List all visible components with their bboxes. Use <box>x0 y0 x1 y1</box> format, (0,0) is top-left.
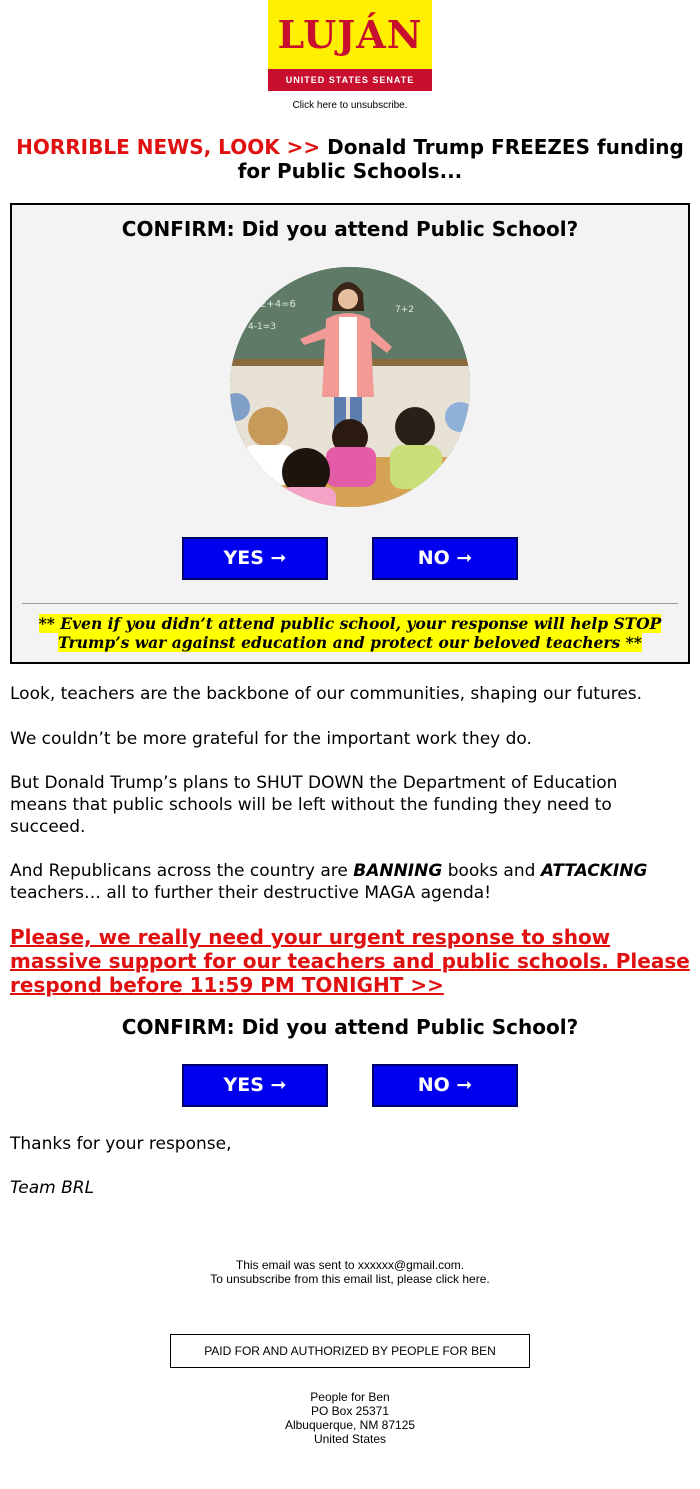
p4-text-c: books and <box>442 861 541 881</box>
yes-button-2[interactable]: YES ➞ <box>182 1064 328 1107</box>
survey-question-2: CONFIRM: Did you attend Public School? <box>121 1015 579 1039</box>
box-divider <box>22 603 678 604</box>
sent-to-notice: This email was sent to xxxxxx@gmail.com. <box>235 1258 465 1272</box>
svg-text:2+4=6: 2+4=6 <box>260 299 296 310</box>
svg-text:4-1=3: 4-1=3 <box>248 322 276 332</box>
address-line-2: PO Box 25371 <box>310 1404 390 1418</box>
unsubscribe-link-bottom[interactable]: To unsubscribe from this email list, please click here. <box>210 1272 490 1286</box>
unsubscribe-link-top[interactable]: Click here to unsubscribe. <box>292 100 408 111</box>
address-line-1: People for Ben <box>310 1390 390 1404</box>
paid-for-disclaimer: PAID FOR AND AUTHORIZED BY PEOPLE FOR BEN <box>170 1334 530 1368</box>
lujan-logo[interactable] <box>268 0 432 91</box>
paragraph-1: Look, teachers are the backbone of our communities, shaping our futures. <box>10 684 643 704</box>
headline-rest: Donald Trump FREEZES funding for Public Schools... <box>237 135 684 183</box>
paragraph-4 <box>10 860 670 904</box>
logo-wordmark: LUJÁN <box>277 12 423 57</box>
p4-attacking: ATTACKING <box>540 861 648 881</box>
no-button[interactable]: NO ➞ <box>372 537 518 580</box>
p4-text-a: And Republicans across the country are <box>10 861 354 881</box>
thanks-line: Thanks for your response, <box>10 1134 232 1154</box>
paragraph-3: But Donald Trump’s plans to SHUT DOWN the Department of Education means that public schools will be left without the funding they need to succeed. <box>10 773 618 837</box>
highlight-note-text: ** Even if you didn’t attend public school, your response will help STOP Trump’s war against education and protect our beloved teachers ** <box>38 614 662 652</box>
urgent-response-link[interactable]: Please, we really need your urgent response to show massive support for our teachers and public schools. Please respond before 11:59 PM TONIGHT >> <box>10 925 690 997</box>
headline-lead: HORRIBLE NEWS, LOOK >> <box>16 135 321 159</box>
address-line-4: United States <box>313 1432 387 1446</box>
svg-text:7+2: 7+2 <box>395 305 414 315</box>
survey-box <box>10 203 690 664</box>
signature: Team BRL <box>10 1178 95 1198</box>
survey-question: CONFIRM: Did you attend Public School? <box>121 217 579 241</box>
no-button-2[interactable]: NO ➞ <box>372 1064 518 1107</box>
p4-text-e: teachers… all to further their destructive MAGA agenda! <box>10 883 492 903</box>
classroom-illustration <box>230 267 470 507</box>
p4-banning: BANNING <box>353 861 443 881</box>
headline <box>10 135 690 183</box>
highlight-note <box>20 614 680 652</box>
yes-button[interactable]: YES ➞ <box>182 537 328 580</box>
address-line-3: Albuquerque, NM 87125 <box>284 1418 416 1432</box>
paragraph-2: We couldn’t be more grateful for the important work they do. <box>10 729 532 749</box>
logo-subtitle: UNITED STATES SENATE <box>268 69 432 91</box>
classroom-photo[interactable] <box>230 267 470 507</box>
